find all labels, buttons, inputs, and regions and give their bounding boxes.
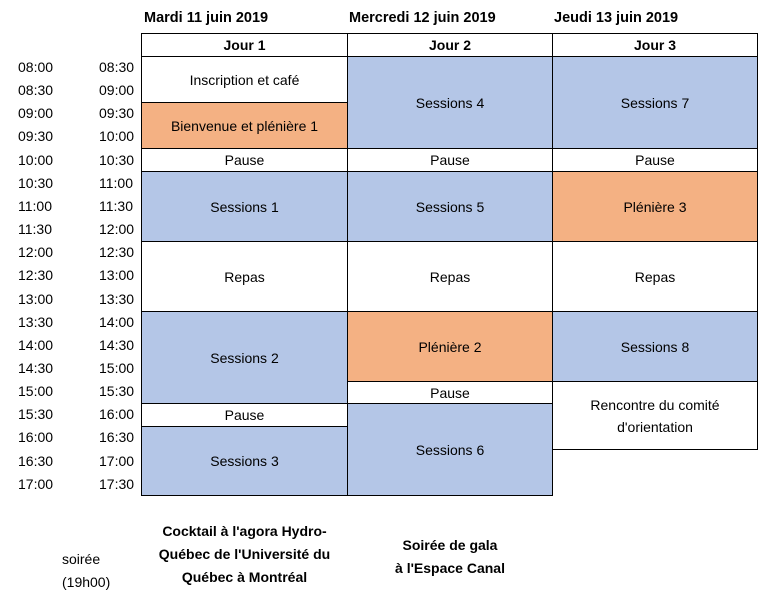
event-pause: Pause	[141, 148, 348, 172]
event-rencontre-comite: Rencontre du comité d'orientation	[552, 381, 758, 450]
event-pause: Pause	[347, 148, 553, 172]
time-end: 13:00	[99, 267, 135, 284]
date-day2: Mercredi 12 juin 2019	[349, 10, 496, 26]
time-end: 13:30	[99, 290, 135, 307]
time-end: 12:00	[99, 221, 135, 238]
time-end: 09:30	[99, 105, 135, 122]
event-inscription: Inscription et café	[141, 56, 348, 103]
time-end: 14:00	[99, 313, 135, 330]
day-header-3: Jour 3	[552, 33, 758, 57]
event-pause: Pause	[347, 381, 553, 404]
time-start: 16:00	[18, 429, 54, 446]
date-day1: Mardi 11 juin 2019	[144, 10, 269, 26]
evening-gala	[347, 534, 553, 580]
time-end: 16:30	[99, 429, 135, 446]
event-repas: Repas	[552, 241, 758, 312]
time-start: 10:30	[18, 174, 54, 191]
time-start: 17:00	[18, 475, 54, 492]
cocktail-line-3: Québec à Montréal	[181, 569, 308, 585]
event-sessions-2: Sessions 2	[141, 311, 348, 404]
time-start: 11:30	[18, 221, 52, 238]
event-repas: Repas	[141, 241, 348, 312]
time-start: 13:30	[18, 313, 54, 330]
cocktail-line-1: Cocktail à l'agora Hydro-	[162, 523, 327, 539]
time-start: 15:30	[18, 406, 54, 423]
event-sessions-4: Sessions 4	[347, 56, 553, 149]
time-start: 11:00	[18, 197, 52, 214]
time-end: 09:00	[99, 82, 135, 99]
time-start: 08:30	[18, 82, 54, 99]
gala-line-1: Soirée de gala	[402, 537, 498, 553]
event-sessions-1: Sessions 1	[141, 171, 348, 242]
time-start: 14:00	[18, 336, 54, 353]
event-sessions-5: Sessions 5	[347, 171, 553, 242]
time-end: 11:00	[99, 174, 133, 191]
time-end: 08:30	[99, 59, 135, 75]
event-sessions-6: Sessions 6	[347, 403, 553, 496]
time-start: 12:30	[18, 267, 54, 284]
time-end: 17:30	[99, 475, 135, 492]
gala-line-2: à l'Espace Canal	[395, 560, 505, 576]
time-start: 09:30	[18, 128, 54, 145]
time-end: 15:00	[99, 359, 135, 376]
event-bienvenue-pleniere-1: Bienvenue et plénière 1	[141, 102, 348, 149]
event-pause: Pause	[141, 403, 348, 427]
time-start: 13:00	[18, 290, 54, 307]
evening-cocktail	[141, 520, 348, 589]
event-pause: Pause	[552, 148, 758, 172]
event-sessions-8: Sessions 8	[552, 311, 758, 382]
soiree-label	[62, 548, 110, 594]
time-end: 10:30	[99, 151, 135, 168]
cocktail-line-2: Québec de l'Université du	[158, 546, 331, 562]
event-sessions-7: Sessions 7	[552, 56, 758, 149]
day-header-1: Jour 1	[141, 33, 348, 57]
time-start: 16:30	[18, 452, 54, 469]
soiree-time: (19h00)	[62, 574, 111, 590]
time-end: 17:00	[99, 452, 135, 469]
time-start: 08:00	[18, 59, 54, 75]
time-start: 15:00	[18, 383, 54, 400]
date-day3: Jeudi 13 juin 2019	[554, 10, 679, 26]
time-end: 12:30	[99, 244, 135, 261]
event-pleniere-3: Plénière 3	[552, 171, 758, 242]
time-end: 11:30	[99, 197, 133, 214]
event-pleniere-2: Plénière 2	[347, 311, 553, 382]
soiree-label-text: soirée	[62, 551, 101, 567]
time-start: 12:00	[18, 244, 54, 261]
time-end: 10:00	[99, 128, 135, 145]
day-header-2: Jour 2	[347, 33, 553, 57]
time-start: 14:30	[18, 359, 54, 376]
time-end: 14:30	[99, 336, 135, 353]
time-end: 15:30	[99, 383, 135, 400]
event-sessions-3: Sessions 3	[141, 426, 348, 496]
time-start: 10:00	[18, 151, 54, 168]
event-repas: Repas	[347, 241, 553, 312]
time-end: 16:00	[99, 406, 135, 423]
time-start: 09:00	[18, 105, 54, 122]
